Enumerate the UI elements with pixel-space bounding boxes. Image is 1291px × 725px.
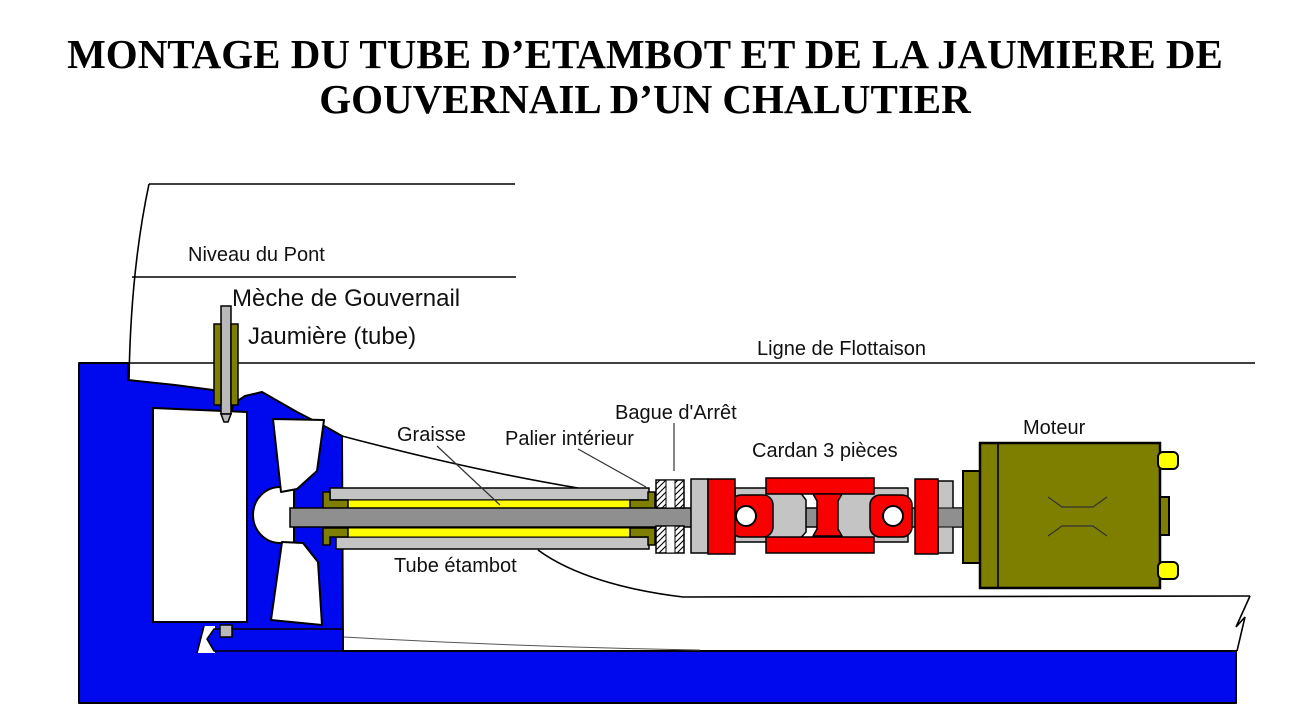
cross-bar-top bbox=[766, 478, 874, 494]
motor-knob-bottom bbox=[1158, 562, 1178, 579]
shaft-through-flange bbox=[938, 508, 963, 527]
cross-web bbox=[813, 494, 842, 536]
rudder-trunk-left bbox=[214, 324, 221, 405]
rudder-trunk-right bbox=[231, 324, 238, 405]
grease-lower bbox=[348, 528, 630, 537]
pin-hole-right bbox=[883, 506, 903, 526]
page-title-line2: GOUVERNAIL D’UN CHALUTIER bbox=[319, 76, 971, 122]
stern-tube-top bbox=[330, 488, 649, 500]
page-title-line1: MONTAGE DU TUBE D’ETAMBOT ET DE LA JAUMIERE DE bbox=[67, 31, 1223, 77]
motor-body bbox=[980, 443, 1160, 588]
label-meche-de-gouvernail: Mèche de Gouvernail bbox=[232, 285, 461, 312]
stop-ring-lower-gap bbox=[666, 526, 675, 553]
fork-block-left bbox=[708, 479, 735, 554]
stop-ring-upper-gap bbox=[666, 480, 675, 508]
label-cardan: Cardan 3 pièces bbox=[752, 440, 898, 462]
motor-knob-top bbox=[1158, 452, 1178, 469]
flange-left bbox=[691, 479, 708, 553]
label-tube-etambot: Tube étambot bbox=[394, 555, 517, 577]
cross-bar-bottom bbox=[766, 537, 874, 553]
rudder-pintle bbox=[220, 625, 232, 637]
rudder-stock bbox=[221, 306, 231, 414]
label-ligne-de-flottaison: Ligne de Flottaison bbox=[757, 338, 927, 360]
rudder-blade bbox=[153, 408, 247, 622]
label-niveau-du-pont: Niveau du Pont bbox=[188, 244, 325, 266]
motor-coupling bbox=[963, 471, 980, 563]
label-moteur: Moteur bbox=[1023, 417, 1086, 439]
label-jaumiere: Jaumière (tube) bbox=[248, 323, 417, 350]
label-bague-arret: Bague d'Arrêt bbox=[615, 402, 737, 424]
pin-hole-left bbox=[736, 506, 756, 526]
label-graisse: Graisse bbox=[397, 424, 466, 446]
label-palier-interieur: Palier intérieur bbox=[505, 428, 634, 450]
stern-tube-bottom bbox=[336, 537, 649, 549]
motor-boss bbox=[1160, 497, 1169, 535]
fork-block-right bbox=[915, 479, 938, 554]
